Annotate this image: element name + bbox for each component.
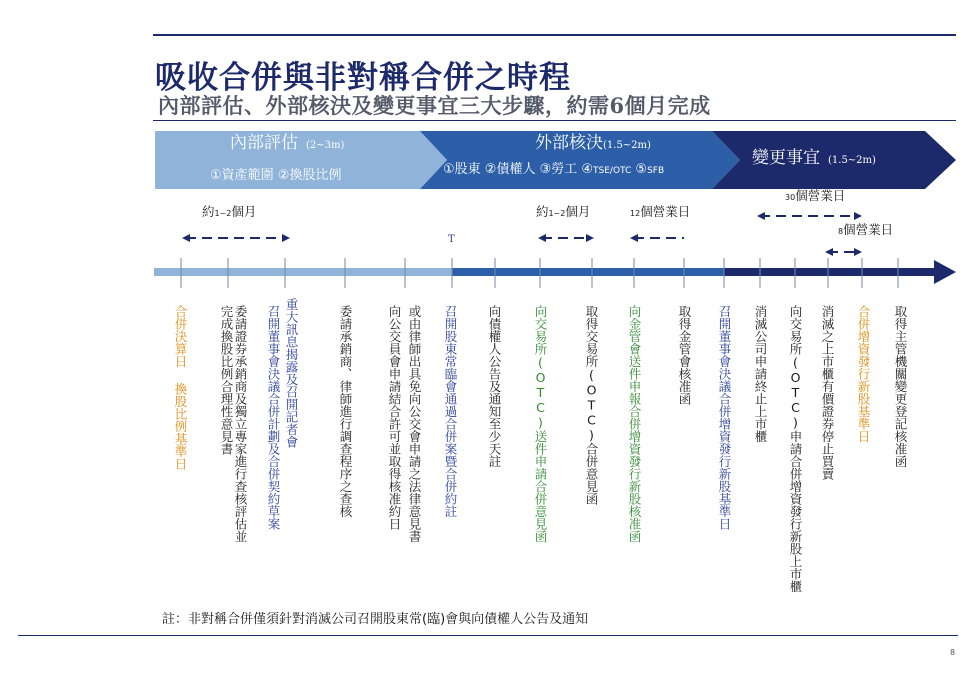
arrowhead <box>825 248 833 256</box>
step-label: 消滅之上市櫃有價證券停止買賣 <box>820 305 835 480</box>
timeline-segment-3 <box>724 268 936 276</box>
arrowhead <box>538 234 546 242</box>
bottom-rule <box>18 635 958 636</box>
step-label: 消滅公司申請終止上市櫃 <box>753 305 768 443</box>
step-label: 委請證券承銷商及獨立專家進行查核評估並 <box>233 305 248 543</box>
step-label: 召開董事會決議合併增資發行新股基準日 <box>717 305 732 530</box>
interval-label-3: 12個營業日 <box>630 204 691 219</box>
step-label: 重大訊息揭露及召開記者會 <box>284 298 299 448</box>
step-label: 向金管會送件申報合併增資發行新股核准函 <box>627 305 642 543</box>
phase-1-items: ①資產範圍 ②換股比例 <box>210 168 342 183</box>
step-label: 召開董事會決議合併計劃及合併契約草案 <box>266 305 281 530</box>
step-label: 委請承銷商、律師進行調查程序之查核 <box>338 305 353 518</box>
arrowhead <box>854 212 862 220</box>
t-day-marker: T <box>448 234 455 245</box>
timeline-arrowhead <box>934 260 956 284</box>
step-label: 或由律師出具免向公交會申請之法律意見書 <box>407 305 422 543</box>
interval-label-4: 30個營業日 <box>785 188 846 203</box>
step-label: 向交易所(OTC)送件申請合併意見函 <box>533 305 548 543</box>
page-title: 吸收合併與非對稱合併之時程 <box>155 60 571 96</box>
phase-2-items: ①股東 ②債權人 ③勞工 ④TSE/OTC ⑤SFB <box>443 162 665 177</box>
step-label: 向債權人公告及通知至少天註 <box>487 305 502 468</box>
step-label: 合併增資發行新股基準日 <box>856 305 871 443</box>
interval-label-5: 8個營業日 <box>838 222 894 237</box>
step-label: 向公交員會申請結合許可並取得核准約日 <box>387 305 402 530</box>
phase-2-label: 外部核決(1.5~2m) <box>535 133 651 153</box>
arrowhead <box>630 234 638 242</box>
arrowhead <box>282 234 290 242</box>
timeline-segment-2 <box>452 268 724 276</box>
step-label: 取得金管會核准函 <box>677 305 692 405</box>
footnote: 註：非對稱合併僅須針對消滅公司召開股東常(臨)會與向債權人公告及通知 <box>162 612 589 627</box>
step-label: 向交易所(OTC)申請合併增資發行新股上市櫃 <box>788 305 803 593</box>
page-subtitle: 內部評估、外部核決及變更事宜三大步驟，約需6個月完成 <box>158 93 711 118</box>
phase-3-label: 變更事宜 (1.5~2m) <box>752 148 876 168</box>
arrowhead <box>182 234 190 242</box>
arrowhead <box>757 212 765 220</box>
step-label: 取得交易所(OTC)合併意見函 <box>584 305 599 505</box>
arrowhead <box>586 234 594 242</box>
phase-1-label: 內部評估 (2~3m) <box>230 133 345 153</box>
interval-label-2: 約1~2個月 <box>536 204 591 219</box>
step-label: 完成換股比例合理性意見書 <box>219 305 234 455</box>
interval-label-1: 約1~2個月 <box>202 204 257 219</box>
step-label: 召開股東常臨會通過合併案暨合併約註 <box>443 305 458 518</box>
timeline-segment-1 <box>154 268 452 276</box>
arrowhead <box>854 248 862 256</box>
step-label: 取得主管機關變更登記核准函 <box>893 305 908 468</box>
step-label: 合併決算日 換股比例基準日 <box>173 305 188 470</box>
page-number: 8 <box>950 648 956 657</box>
